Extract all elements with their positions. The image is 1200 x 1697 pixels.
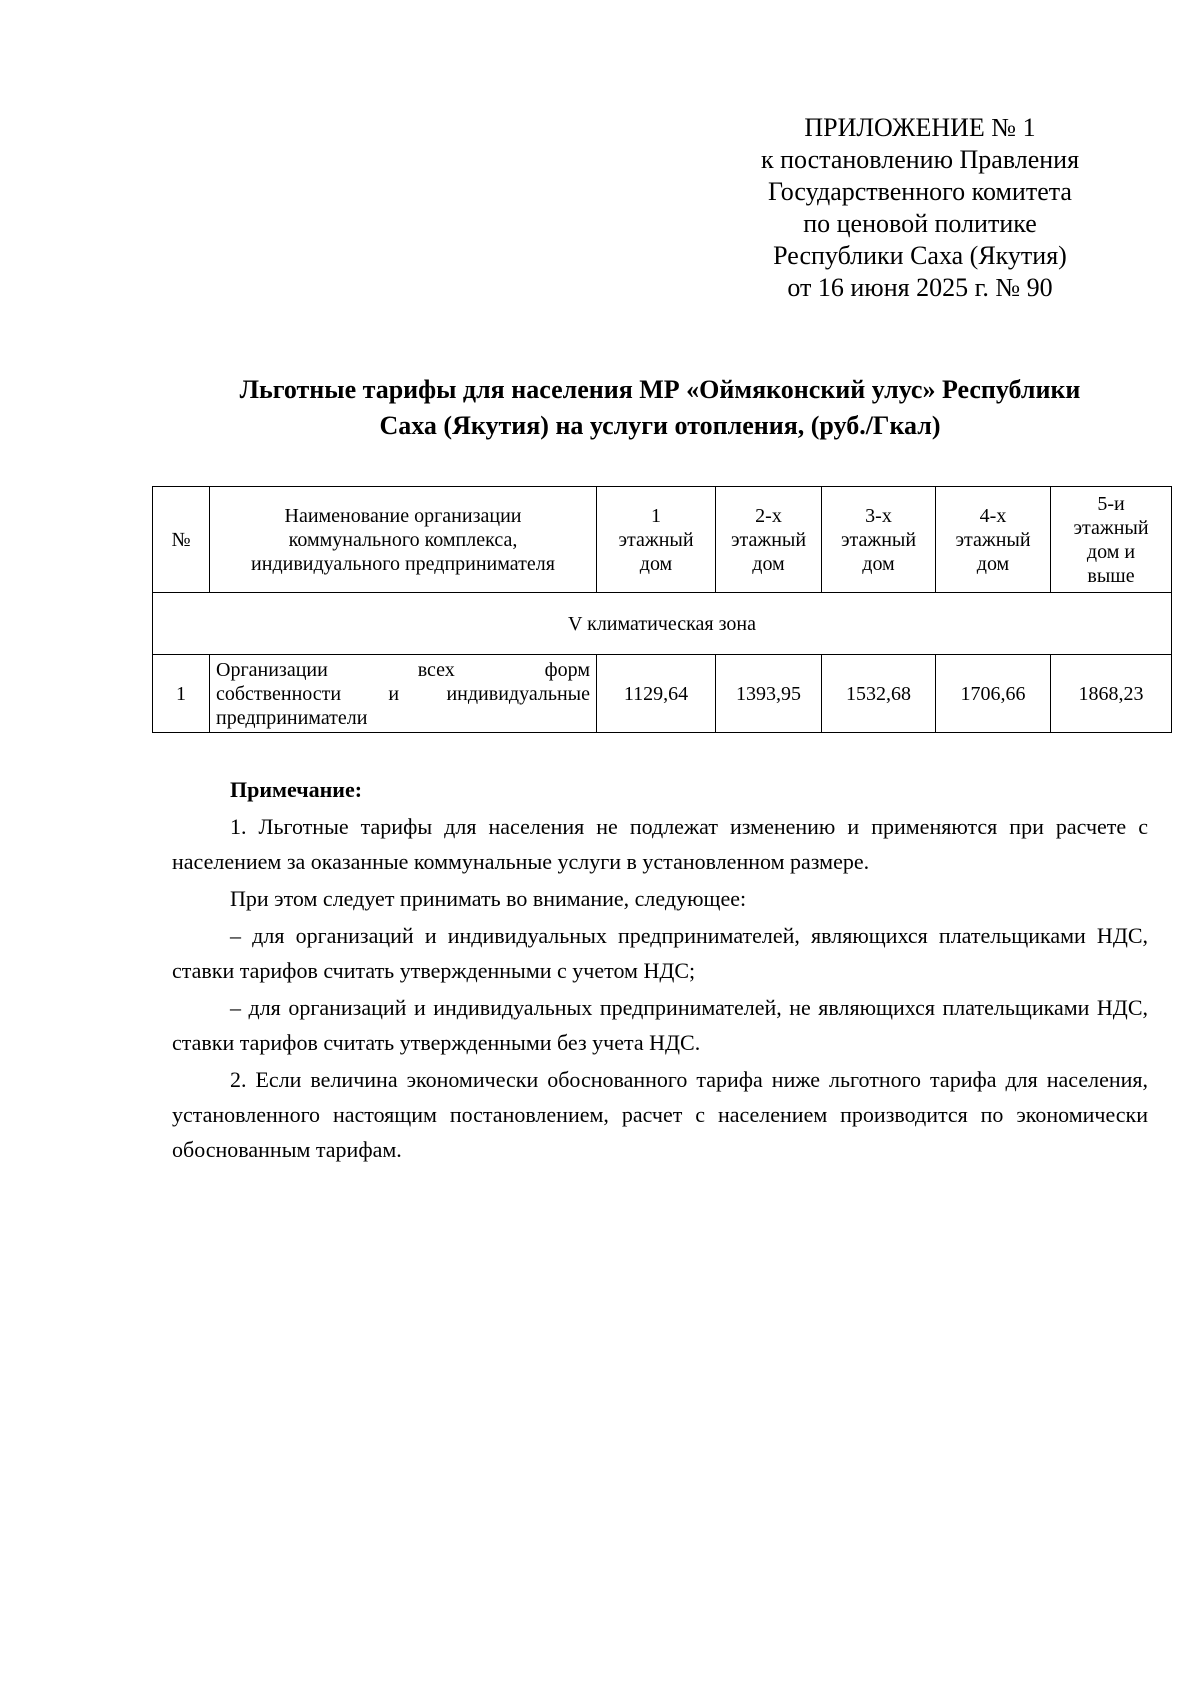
header-floors-2: 2-х этажный дом bbox=[716, 487, 822, 593]
appendix-line: Государственного комитета bbox=[768, 177, 1072, 206]
row-value-5: 1868,23 bbox=[1051, 655, 1172, 733]
header-org: Наименование организации коммунального комплекса, индивидуального предпринимателя bbox=[210, 487, 597, 593]
appendix-line: ПРИЛОЖЕНИЕ № 1 bbox=[804, 113, 1036, 142]
table-row bbox=[153, 655, 1172, 733]
note-paragraph: При этом следует принимать во внимание, следующее: bbox=[230, 886, 747, 911]
appendix-block bbox=[720, 112, 1120, 304]
row-value-4: 1706,66 bbox=[936, 655, 1051, 733]
appendix-line: Республики Саха (Якутия) bbox=[773, 241, 1067, 270]
notes-section bbox=[172, 772, 1148, 1169]
zone-label: V климатическая зона bbox=[153, 593, 1172, 655]
appendix-line: по ценовой политике bbox=[803, 209, 1037, 238]
header-floors-5: 5-и этажный дом и выше bbox=[1051, 487, 1172, 593]
document-title bbox=[150, 372, 1170, 444]
note-paragraph: – для организаций и индивидуальных предпринимателей, не являющихся плательщиками НДС, ставки тарифов считать утвержденными без учета НДС. bbox=[172, 995, 1148, 1055]
table-header-row bbox=[153, 487, 1172, 593]
row-value-3: 1532,68 bbox=[822, 655, 936, 733]
row-value-2: 1393,95 bbox=[716, 655, 822, 733]
tariff-table bbox=[152, 486, 1172, 733]
row-value-1: 1129,64 bbox=[597, 655, 716, 733]
zone-row bbox=[153, 593, 1172, 655]
row-org: Организации всех форм собственности и индивидуальные предприниматели bbox=[210, 655, 597, 733]
note-paragraph: 1. Льготные тарифы для населения не подлежат изменению и применяются при расчете с населением за оказанные коммунальные услуги в установленном размере. bbox=[172, 814, 1148, 874]
header-floors-3: 3-х этажный дом bbox=[822, 487, 936, 593]
note-paragraph: – для организаций и индивидуальных предпринимателей, являющихся плательщиками НДС, ставки тарифов считать утвержденными с учетом НДС; bbox=[172, 923, 1148, 983]
note-paragraph: 2. Если величина экономически обоснованного тарифа ниже льготного тарифа для населения, установленного настоящим постановлением, расчет с населением производится по экономически обоснованным тарифам. bbox=[172, 1067, 1148, 1162]
header-floors-4: 4-х этажный дом bbox=[936, 487, 1051, 593]
notes-heading: Примечание: bbox=[230, 777, 363, 802]
title-line: Саха (Якутия) на услуги отопления, (руб./Гкал) bbox=[379, 411, 941, 440]
appendix-line: к постановлению Правления bbox=[760, 145, 1080, 174]
header-num: № bbox=[153, 487, 210, 593]
title-line: Льготные тарифы для населения МР «Оймяконский улус» Республики bbox=[239, 375, 1081, 404]
appendix-line: от 16 июня 2025 г. № 90 bbox=[787, 273, 1053, 302]
header-floors-1: 1 этажный дом bbox=[597, 487, 716, 593]
row-num: 1 bbox=[153, 655, 210, 733]
